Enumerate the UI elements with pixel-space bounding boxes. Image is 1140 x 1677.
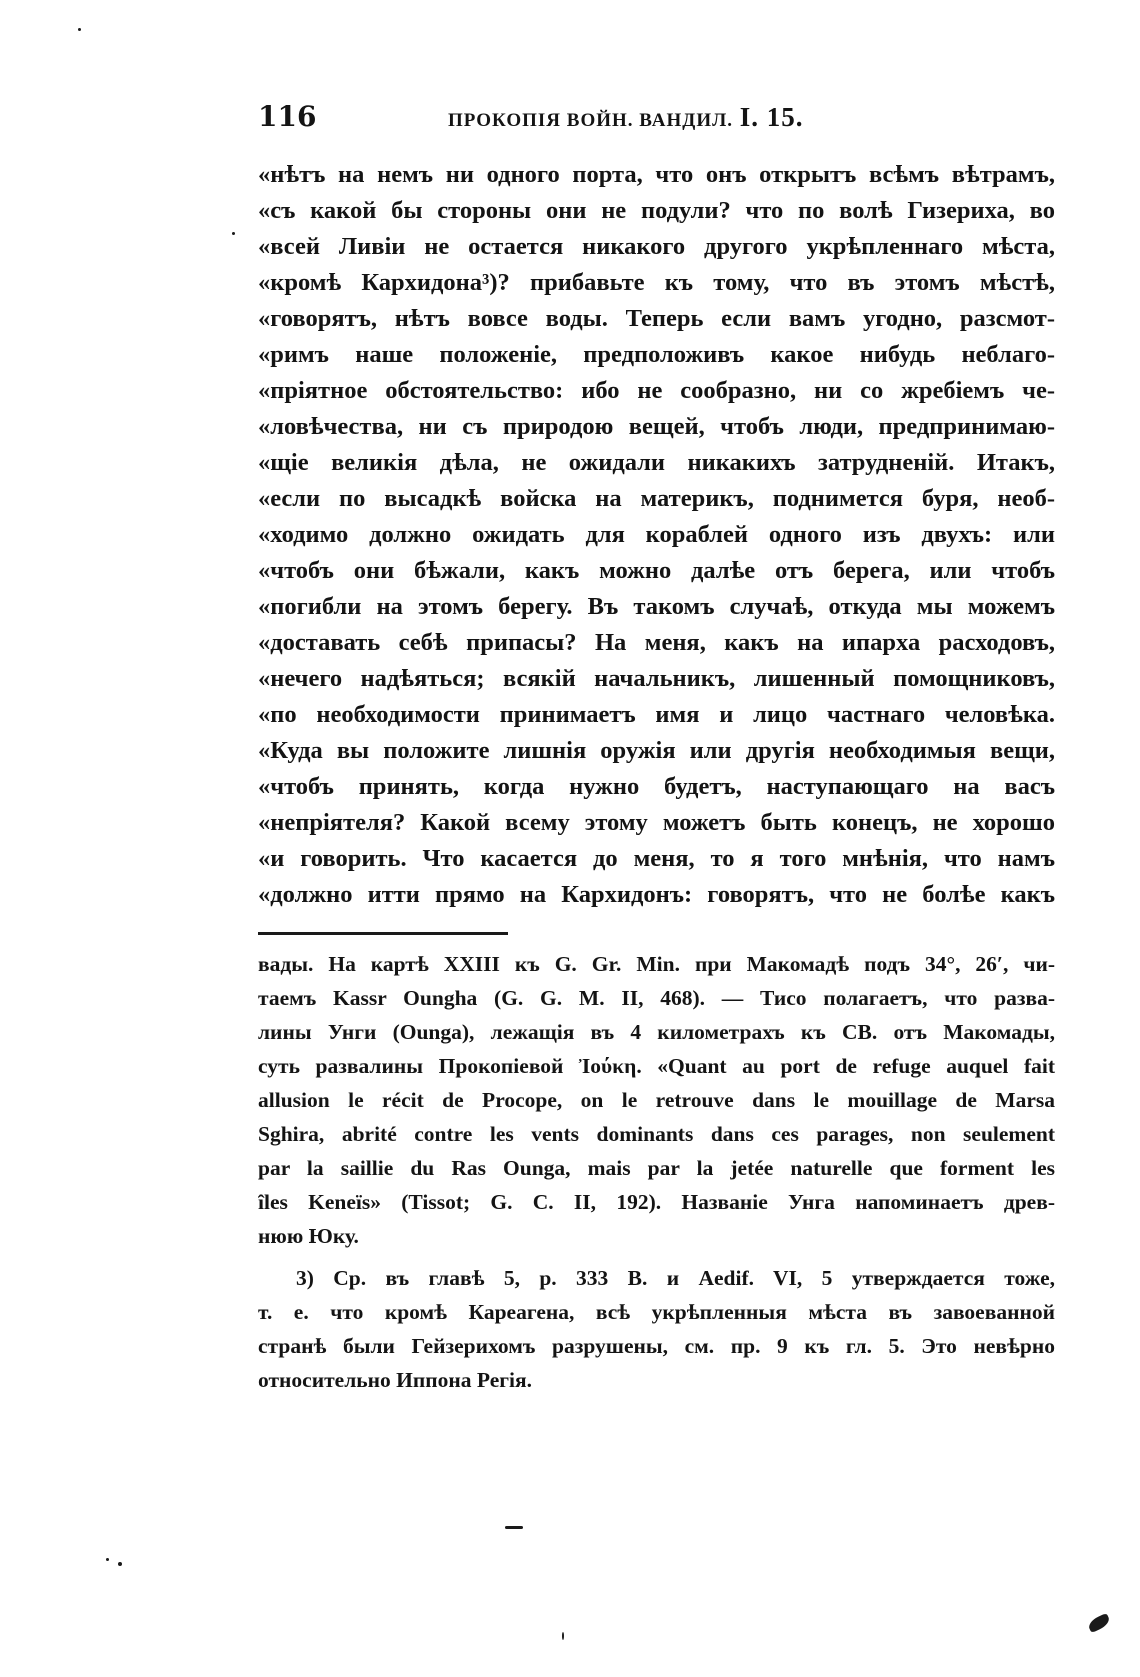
scan-speck [562, 1632, 564, 1640]
text-line: «доставать себѣ припасы? На меня, какъ на ипарха расходовъ, [258, 629, 1055, 656]
footnote-line: относительно Иппона Регія. [258, 1368, 533, 1392]
text-line: «чтобъ принять, когда нужно будетъ, наступающаго на васъ [258, 773, 1055, 800]
footnote-line: странѣ были Гейзерихомъ разрушены, см. пр. 9 къ гл. 5. Это невѣрно [258, 1334, 1055, 1358]
scan-speck [505, 1526, 523, 1529]
text-line: «по необходимости принимаетъ имя и лицо частнаго человѣка. [258, 701, 1055, 728]
main-text [258, 157, 1055, 913]
footnote-line: Sghira, abrité contre les vents dominants dans ces parages, non seulement [258, 1122, 1055, 1146]
footnote-3-text: 3) Ср. въ главѣ 5, p. 333 B. и Aedif. VI, 5 утверждается тоже, [296, 1266, 1055, 1290]
text-line: «съ какой бы стороны они не подули? что по волѣ Гизериха, во [258, 197, 1055, 224]
text-line: «и говорить. Что касается до меня, то я того мнѣнія, что намъ [258, 845, 1055, 872]
footnotes [258, 947, 1055, 1397]
text-line: «нѣтъ на немъ ни одного порта, что онъ открытъ всѣмъ вѣтрамъ, [258, 161, 1055, 188]
running-title [448, 102, 804, 133]
text-line: «нечего надѣяться; всякій начальникъ, лишенный помощниковъ, [258, 665, 1055, 692]
text-line: «римъ наше положеніе, предположивъ какое нибудь неблаго- [258, 341, 1055, 368]
text-line: «ходимо должно ожидать для кораблей одного изъ двухъ: или [258, 521, 1055, 548]
text-line: «должно итти прямо на Кархидонъ: говорятъ, что не болѣе какъ [258, 881, 1055, 908]
footnote-line: суть развалины Прокопіевой Ἰούκη. «Quant au port de refuge auquel fait [258, 1054, 1055, 1078]
text-line: «погибли на этомъ берегу. Въ такомъ случаѣ, откуда мы можемъ [258, 593, 1055, 620]
footnote-line: îles Keneïs» (Tissot; G. C. II, 192). Названіе Унга напоминаетъ древ- [258, 1190, 1055, 1214]
text-line: «Куда вы положите лишнія оружія или другія необходимыя вещи, [258, 737, 1055, 764]
text-line: «чтобъ они бѣжали, какъ можно далѣе отъ берега, или чтобъ [258, 557, 1055, 584]
footnote-line: allusion le récit de Procope, on le retrouve dans le mouillage de Marsa [258, 1088, 1055, 1112]
footnote-line: т. е. что кромѣ Кареагена, всѣ укрѣпленныя мѣста въ завоеванной [258, 1300, 1055, 1324]
text-line: «говорятъ, нѣтъ вовсе воды. Теперь если вамъ угодно, разсмот- [258, 305, 1055, 332]
text-line: «ловѣчества, ни съ природою вещей, чтобъ люди, предпринимаю- [258, 413, 1055, 440]
scan-speck [118, 1562, 122, 1566]
page-number: 116 [258, 100, 317, 133]
page-header [258, 100, 1058, 140]
footnote-line: лины Унги (Ounga), лежащія въ 4 километрахъ къ СВ. отъ Макомады, [258, 1020, 1055, 1044]
footnote-line: par la saillie du Ras Ounga, mais par la jetée naturelle que forment les [258, 1156, 1055, 1180]
text-line: «непріятеля? Какой всему этому можетъ быть конецъ, не хорошо [258, 809, 1055, 836]
footnote-3-first-line [258, 1261, 1055, 1295]
scan-speck [106, 1558, 109, 1561]
scan-mark [1086, 1613, 1111, 1633]
text-line: «пріятное обстоятельство: ибо не сообразно, ни со жребіемъ че- [258, 377, 1055, 404]
footnote-line: вады. На картѣ XXIII къ G. Gr. Min. при Макомадѣ подъ 34°, 26′, чи- [258, 952, 1055, 976]
footnote-line: таемъ Kassr Oungha (G. G. M. II, 468). — Тисо полагаетъ, что разва- [258, 986, 1055, 1010]
running-title-text: ПРОКОПІЯ ВОЙН. ВАНДИЛ. [448, 110, 734, 131]
scan-speck [78, 28, 81, 31]
text-line: «всей Ливіи не остается никакого другого укрѣпленнаго мѣста, [258, 233, 1055, 260]
footnote-separator [258, 932, 508, 935]
text-line: «если по высадкѣ войска на материкъ, поднимется буря, необ- [258, 485, 1055, 512]
running-title-reference: I. 15. [739, 102, 804, 132]
footnote-line: нюю Юку. [258, 1224, 359, 1248]
text-line: «щіе великія дѣла, не ожидали никакихъ затрудненій. Итакъ, [258, 449, 1055, 476]
text-line: «кромѣ Кархидона³)? прибавьте къ тому, что въ этомъ мѣстѣ, [258, 269, 1055, 296]
scan-speck [232, 232, 235, 235]
